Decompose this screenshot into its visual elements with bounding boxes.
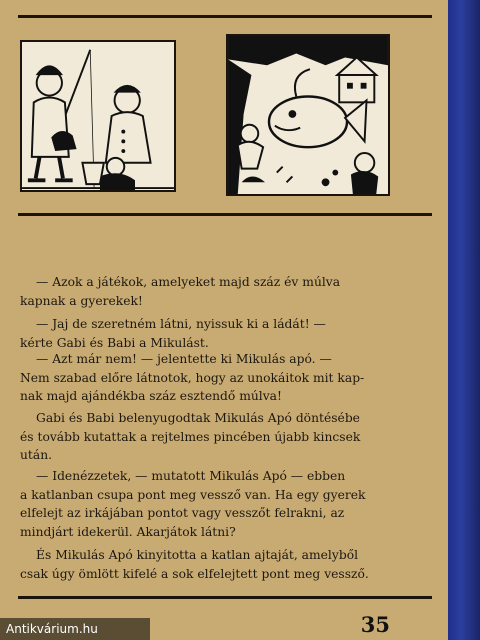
text-line: — Azok a játékok, amelyeket majd száz év múlva: [36, 275, 341, 289]
text-line: — Azt már nem! — jelentette ki Mikulás apó. —: [36, 352, 332, 366]
paragraph-1: [20, 273, 440, 310]
text-line: mindjárt idekerül. Akarjátok látni?: [20, 524, 236, 539]
text-line: nak majd ajándékba száz esztendő múlva!: [20, 389, 282, 404]
text-line: után.: [20, 448, 53, 463]
paragraph-4: [20, 409, 440, 465]
illustration-left-drawing: [22, 42, 174, 190]
watermark: Antikvárium.hu: [0, 618, 150, 640]
paragraph-5: [20, 467, 440, 541]
paragraph-6: [20, 546, 440, 583]
bottom-rule: [18, 596, 432, 599]
text-line: Nem szabad előre látnotok, hogy az unokáitok mit kap-: [20, 370, 365, 385]
text-line: a katlanban csupa pont meg vessző van. Ha egy gyerek: [20, 487, 366, 502]
paragraph-2: [20, 315, 440, 352]
top-rule: [18, 15, 432, 18]
text-line: — Idenézzetek, — mutatott Mikulás Apó — ebben: [36, 469, 346, 483]
text-line: és tovább kutattak a rejtelmes pincében újabb kincsek: [20, 429, 361, 444]
text-line: csak úgy ömlött kifelé a sok elfelejtett pont meg vessző.: [20, 566, 369, 581]
illustration-bottom-rule: [18, 213, 432, 216]
illustration-left: [20, 40, 176, 192]
book-spine: [448, 0, 480, 640]
text-line: kapnak a gyerekek!: [20, 293, 143, 308]
text-line: — Jaj de szeretném látni, nyissuk ki a ládát! —: [36, 317, 326, 331]
text-line: És Mikulás Apó kinyitotta a katlan ajtaját, amelyből: [36, 548, 359, 562]
paragraph-3: [20, 350, 440, 406]
illustration-right: [226, 34, 390, 196]
illustration-right-drawing: [228, 36, 388, 194]
page-number: 35: [360, 612, 390, 637]
text-line: elfelejt az irkájában pontot vagy vesszőt felrakni, az: [20, 506, 345, 521]
text-line: Gabi és Babi belenyugodtak Mikulás Apó döntésébe: [36, 411, 360, 425]
text-line: kérte Gabi és Babi a Mikulást.: [20, 335, 209, 350]
